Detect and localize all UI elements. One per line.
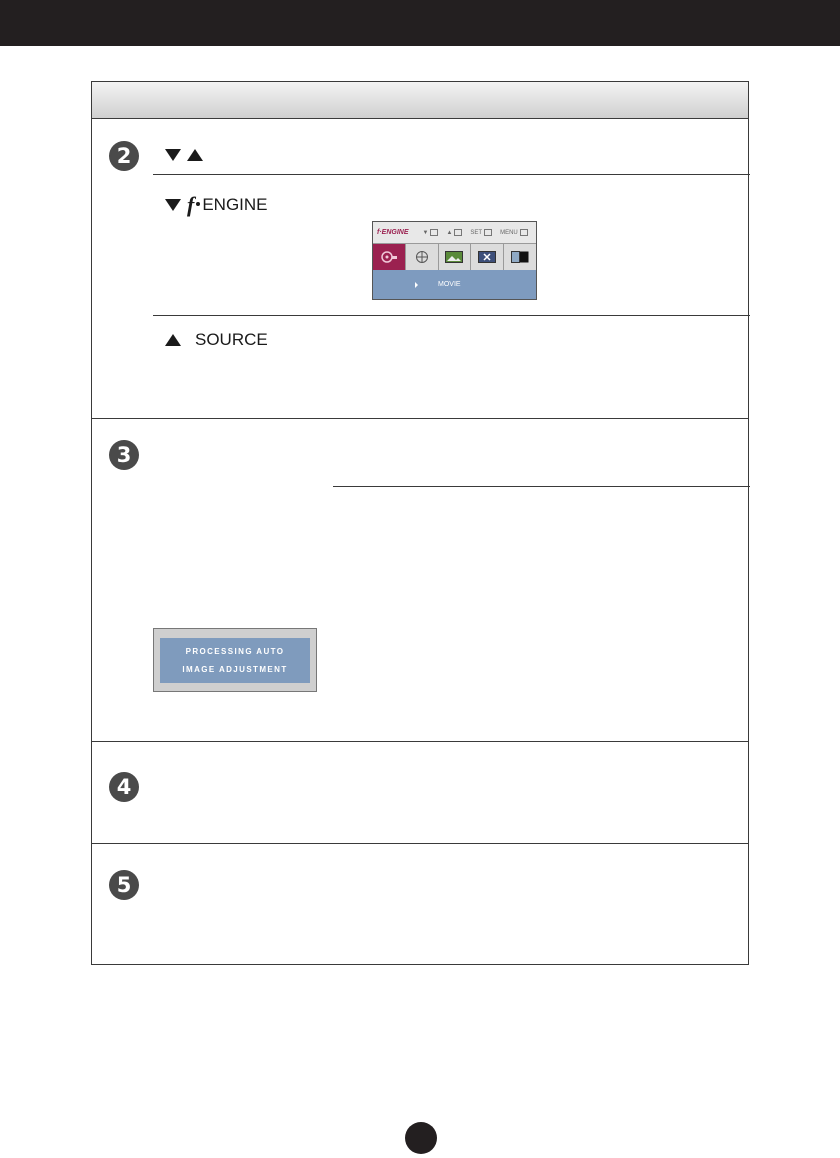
osd-icon-row: [373, 244, 536, 270]
osd-title: f·ENGINE: [377, 229, 409, 236]
osd-menu-hint: MENU: [500, 229, 528, 236]
table-header: [92, 82, 748, 119]
row-divider: [92, 418, 748, 419]
internet-mode-icon: [406, 244, 439, 270]
fengine-osd-menu: [372, 221, 537, 300]
normal-mode-icon: [471, 244, 504, 270]
processing-line-2: IMAGE ADJUSTMENT: [182, 665, 288, 674]
osd-up-hint: ▲: [446, 229, 462, 236]
row-divider: [92, 843, 748, 844]
step-number-5: 5: [109, 870, 139, 900]
down-arrow-icon: [165, 149, 181, 161]
source-label: SOURCE: [195, 330, 268, 349]
processing-message: [160, 638, 310, 683]
row-divider: [92, 741, 748, 742]
picture-mode-icon: [439, 244, 472, 270]
processing-line-1: PROCESSING AUTO: [185, 647, 285, 656]
processing-message-box: [153, 628, 317, 692]
up-arrow-icon: [187, 149, 203, 161]
down-arrow-icon: [165, 199, 181, 211]
play-arrow-icon: [415, 282, 418, 288]
up-arrow-icon: [165, 334, 181, 346]
fengine-logo: f ENGINE: [187, 192, 268, 217]
movie-mode-icon: [373, 244, 406, 270]
osd-title-bar: [373, 222, 536, 244]
down-up-buttons: [165, 149, 203, 161]
divider: [153, 315, 750, 316]
osd-set-hint: SET: [470, 229, 492, 236]
step-number-2: 2: [109, 141, 139, 171]
instruction-table: [91, 81, 749, 965]
divider: [333, 486, 750, 487]
user-mode-icon: [504, 244, 536, 270]
source-button-label: [165, 330, 268, 350]
divider: [153, 174, 750, 175]
page-number-badge: [405, 1122, 437, 1154]
osd-down-hint: ▼: [423, 229, 439, 236]
osd-status-bar: [373, 270, 536, 299]
top-bar: [0, 0, 840, 46]
osd-status-label: MOVIE: [438, 281, 461, 288]
fengine-button-label: [165, 192, 268, 218]
step-number-3: 3: [109, 440, 139, 470]
step-number-4: 4: [109, 772, 139, 802]
